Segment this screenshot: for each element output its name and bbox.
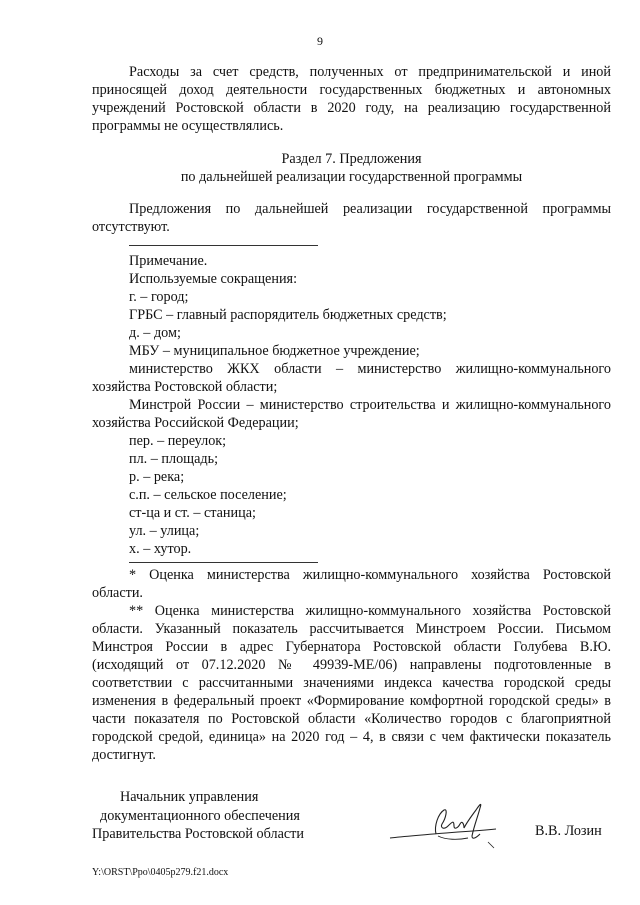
abbreviations-title: Используемые сокращения: <box>129 271 298 287</box>
abbreviation-item: г. – город; <box>129 289 189 305</box>
footnote-2: ** Оценка министерства жилищно-коммунального хозяйства Ростовской области. Указанный показатель рассчитывается Минстроем России. Письмом Минстроя России в адрес Губернатора Ростовской области Голубева В.Ю. (исходящий от 07.12.2020 № 49939-МЕ/06) направлены подготовленные в соответствии с рассчитанными значениями индекса качества городской среды изменения в федеральный проект «Формирование комфортной городской среды» в части показателя по Ростовской области «Количество городов с благоприятной городской средой, единица» на 2020 год – 4, в связи с чем фактически показатель достигнут. <box>92 603 611 763</box>
page-number: 9 <box>317 34 323 48</box>
signatory-line-3: Правительства Ростовской области <box>92 826 304 842</box>
handwritten-signature <box>388 798 500 852</box>
abbreviation-item: с.п. – сельское поселение; <box>129 487 287 503</box>
separator-line <box>129 245 318 246</box>
abbreviation-item: д. – дом; <box>129 325 181 341</box>
abbreviation-item: ГРБС – главный распорядитель бюджетных средств; <box>129 307 447 323</box>
paragraph-proposals: Предложения по дальнейшей реализации государственной программы отсутствуют. <box>92 201 611 235</box>
section-title-line-1: Раздел 7. Предложения <box>281 151 422 167</box>
signatory-name: В.В. Лозин <box>535 823 602 839</box>
abbreviation-item: ул. – улица; <box>129 523 200 539</box>
paragraph-funds: Расходы за счет средств, полученных от предпринимательской и иной приносящей доход деятельности государственных бюджетных и автономных учреждений Ростовской области в 2020 году, на реализацию государственной программы не осуществлялись. <box>92 64 611 134</box>
footnote-separator <box>129 562 318 563</box>
note-title: Примечание. <box>129 253 208 269</box>
file-path-footer: Y:\ORST\Ppo\0405p279.f21.docx <box>92 867 229 878</box>
abbreviation-minstroy: Минстрой России – министерство строительства и жилищно-коммунального хозяйства Российской Федерации; <box>92 397 611 431</box>
abbreviation-item: ст-ца и ст. – станица; <box>129 505 256 521</box>
signatory-line-1: Начальник управления <box>120 789 259 805</box>
abbreviation-item: х. – хутор. <box>129 541 192 557</box>
section-title <box>92 150 611 186</box>
abbreviation-item: МБУ – муниципальное бюджетное учреждение; <box>129 343 420 359</box>
abbreviation-ministry-zhkh: министерство ЖКХ области – министерство жилищно-коммунального хозяйства Ростовской области; <box>92 361 611 395</box>
signatory-position <box>92 788 304 844</box>
signatory-line-2: документационного обеспечения <box>100 807 300 824</box>
abbreviation-item: р. – река; <box>129 469 185 485</box>
section-title-line-2: по дальнейшей реализации государственной программы <box>180 169 523 185</box>
abbreviation-item: пл. – площадь; <box>129 451 219 467</box>
footnote-1: * Оценка министерства жилищно-коммунального хозяйства Ростовской области. <box>92 567 611 601</box>
abbreviation-item: пер. – переулок; <box>129 433 227 449</box>
